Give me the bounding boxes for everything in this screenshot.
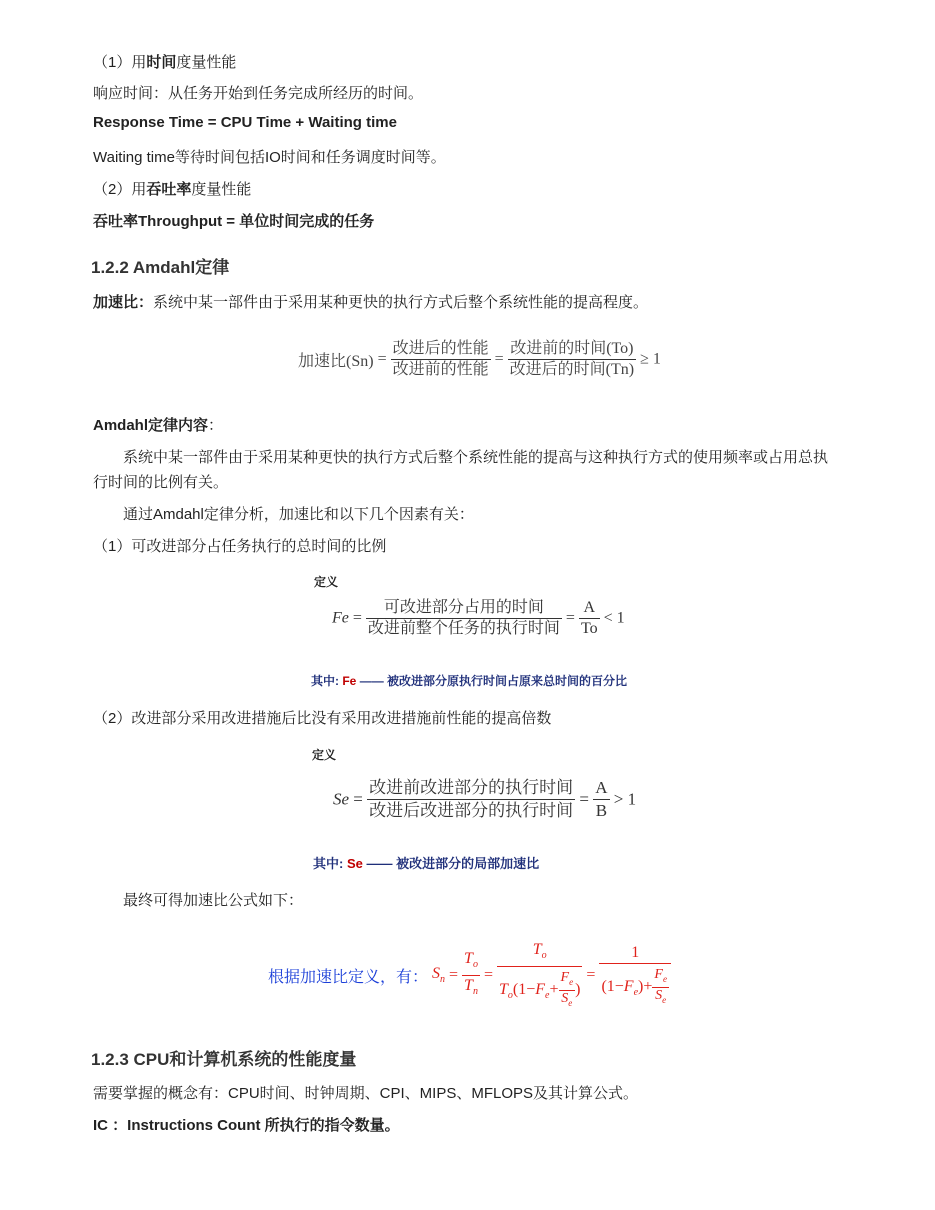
se-f1-num: 改进前改进部分的执行时间 [367,777,575,800]
speedup-f2-den: 改进后的时间(Tn) [509,361,635,378]
final-f3-den-fe-sub: e [633,987,639,999]
se-rel: > 1 [613,789,637,809]
ic-def: IC ：Instructions Count 所执行的指令数量。 [93,1117,400,1134]
waiting-time-def: Waiting time等待时间包括IO时间和任务调度时间等。 [93,149,446,166]
final-f1-den-sub: n [472,986,478,998]
fe-f1-num: 可改进部分占用的时间 [366,598,562,619]
fe-rel: < 1 [603,609,625,627]
perf-throughput-bold: 吞吐率 [146,181,192,198]
amdahl-para-line2: 行时间的比例有关。 [93,474,229,491]
fe-lhs: Fe [332,609,349,627]
fe-formula [332,598,625,639]
speedup-formula [298,339,661,380]
fe-note [311,672,627,689]
final-lhs-sub: n [440,974,446,986]
fe-eq2: = [565,609,575,627]
final-f1-den [462,976,480,1002]
fe-note-prefix: 其中: [311,674,339,688]
se-f2-num: A [593,777,609,800]
fe-fraction-2 [579,598,600,639]
final-f3-inner-se: S [655,987,663,1003]
final-f3-den-one: 1 [606,978,615,996]
se-note-prefix: 其中: [313,856,344,871]
perf-throughput-suffix: 度量性能 [191,181,252,198]
speedup-def-label: 加速比： [93,294,154,311]
se-formula [333,777,636,822]
se-fraction-2 [593,777,609,822]
response-time-formula: Response Time = CPU Time + Waiting time [93,114,397,131]
final-fraction-3 [599,943,671,1008]
se-note-suffix: —— 被改进部分的局部加速比 [366,856,540,871]
speedup-f1-num: 改进后的性能 [391,339,491,360]
perf-time-suffix: 度量性能 [176,54,237,71]
factor-1: （1）可改进部分占任务执行的总时间的比例 [93,538,387,555]
amdahl-content-heading [93,414,223,435]
final-f1-num [462,949,480,976]
final-f2-inner-den [559,991,576,1011]
final-f2-den-minus: − [526,981,536,999]
final-f3-inner-num [652,967,669,988]
final-fraction-1 [462,949,480,1002]
final-fraction-2 [497,940,582,1011]
se-note-var: Se [346,856,363,871]
final-f3-inner-den [652,988,669,1008]
final-f2-inner-fe-sub: e [569,976,574,987]
speedup-eq1: = [377,350,387,368]
final-f2-den: $T_o(1-F_e+$ $\frac{F_e}{S_e}$ ) [497,967,582,1011]
response-time-def: 响应时间：从任务开始到任务完成所经历的时间。 [93,85,424,102]
se-note [313,853,539,872]
speedup-fraction-1 [391,339,491,380]
speedup-def-text: 系统中某一部件由于采用某种更快的执行方式后整个系统性能的提高程度。 [153,294,649,311]
final-eq2: = [483,966,493,984]
amdahl-factors: 通过Amdahl定律分析，加速比和以下几个因素有关： [123,506,474,523]
se-f2-den: B [595,801,608,820]
final-f2-inner-frac [559,970,576,1011]
se-eq2: = [579,789,589,809]
fe-fraction-1 [366,598,562,639]
final-f3-inner-fe: F [654,967,663,983]
speedup-eq2: = [494,350,504,368]
final-f2-den-plus: + [549,981,559,999]
throughput-formula: 吞吐率Throughput = 单位时间完成的任务 [93,213,375,230]
perf-time-prefix: （1）用 [93,54,147,71]
se-fraction-1 [367,777,575,822]
final-f3-num: 1 [599,943,671,964]
final-f2-inner-fe: F [560,970,570,986]
fe-note-var: Fe [342,674,357,688]
def-label-2: 定义 [312,748,337,762]
final-formula-intro: 最终可得加速比公式如下： [123,892,304,909]
fe-f2-den: To [580,620,598,637]
se-f1-den: 改进后改进部分的执行时间 [369,801,574,820]
amdahl-content-suffix: ： [208,417,224,434]
final-f2-inner-se: S [561,990,569,1006]
fe-note-suffix: —— 被改进部分原执行时间占原来总时间的百分比 [359,674,628,688]
section-heading-122: 1.2.2 Amdahl定律 [91,258,230,277]
final-f2-inner-se-sub: e [568,997,573,1008]
def-label-1: 定义 [314,575,339,589]
final-f3-den-fe: F [623,978,634,996]
final-f2-den-t: T [498,981,508,999]
speedup-def [93,291,648,312]
speedup-f1-den: 改进前的性能 [392,361,489,378]
section-heading-123: 1.2.3 CPU和计算机系统的性能度量 [91,1050,357,1069]
final-f2-den-one: 1 [518,981,527,999]
speedup-f2-num: 改进前的时间(To) [508,339,636,360]
amdahl-content-bold: Amdahl定律内容 [93,417,209,434]
amdahl-para-line1: 系统中某一部件由于采用某种更快的执行方式后整个系统性能的提高与这种执行方式的使用频率或占用总执 [123,449,829,466]
final-f1-num-t: T [464,949,473,967]
fe-eq1: = [352,609,362,627]
final-f3-inner-fe-sub: e [662,973,667,984]
final-f3-den-minus: − [614,978,624,996]
final-f2-inner-num [559,970,576,991]
final-f3-inner-se-sub: e [662,994,667,1005]
final-f2-num-sub: o [541,950,547,962]
fe-f1-den: 改进前整个任务的执行时间 [367,620,560,637]
factor-2: （2）改进部分采用改进措施后比没有采用改进措施前性能的提高倍数 [93,710,552,727]
se-lhs: Se [333,789,350,809]
final-f2-num-t: T [532,941,542,958]
final-lhs-s: S [432,965,441,983]
final-f1-num-sub: o [472,958,478,970]
speedup-rel: ≥ 1 [640,350,661,368]
final-f2-den-fe-sub: e [545,990,550,1002]
final-f3-inner-frac [652,967,669,1008]
final-f2-num [497,940,582,967]
final-f2-den-fe: F [535,981,546,999]
speedup-lhs: 加速比(Sn) [298,353,374,370]
perf-throughput-line [93,178,251,199]
final-f1-den-t: T [464,976,473,994]
se-eq1: = [353,789,363,809]
perf-time-line [93,51,236,72]
perf-throughput-prefix: （2）用 [93,181,147,198]
speedup-fraction-2 [508,339,636,380]
final-f3-den-plus: + [643,978,653,996]
final-formula [268,940,671,1011]
fe-f2-num: A [579,598,600,619]
final-lhs [432,965,446,986]
final-f2-den-sub: o [507,990,513,1002]
final-intro: 根据加速比定义，有： [268,968,429,986]
perf-time-bold: 时间 [146,54,177,71]
final-eq1: = [449,966,459,984]
concepts: 需要掌握的概念有：CPU时间、时钟周期、CPI、MIPS、MFLOPS及其计算公式。 [93,1085,639,1102]
final-f3-den: $(1-F_e)+$ $\frac{F_e}{S_e}$ [599,964,671,1008]
final-eq3: = [586,966,596,984]
